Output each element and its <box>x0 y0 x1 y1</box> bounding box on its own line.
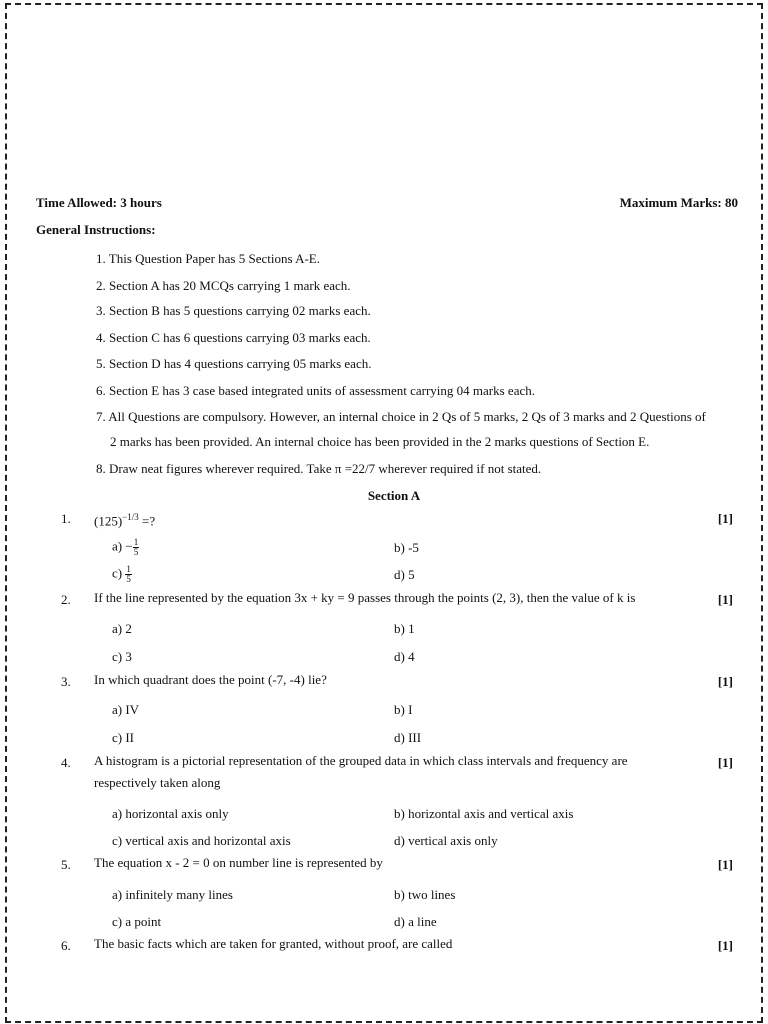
question-marks: [1] <box>717 511 733 526</box>
time-allowed: Time Allowed: 3 hours <box>36 195 162 210</box>
question-number: 4. <box>61 755 71 770</box>
option-b[interactable]: b) two lines <box>394 887 456 902</box>
question-text: The basic facts which are taken for granted, without proof, are called <box>94 936 453 951</box>
fraction-denominator: 5 <box>126 574 131 584</box>
question-text <box>94 506 694 532</box>
question-text-line-1: A histogram is a pictorial representation of the grouped data in which class intervals and frequency are <box>94 753 628 768</box>
general-instructions-title: General Instructions: <box>36 222 156 237</box>
option-c[interactable]: c) a point <box>112 914 162 929</box>
question-number: 6. <box>61 938 71 953</box>
instruction-4: 4. Section C has 6 questions carrying 03 marks each. <box>96 330 371 345</box>
question-number: 2. <box>61 592 71 607</box>
paper-header <box>36 195 738 211</box>
option-b[interactable]: b) 1 <box>394 621 415 636</box>
question-marks: [1] <box>717 755 733 770</box>
question-marks: [1] <box>717 857 733 872</box>
instruction-2: 2. Section A has 20 MCQs carrying 1 mark each. <box>96 278 351 293</box>
expression-tail: =? <box>138 513 156 529</box>
option-d[interactable]: d) III <box>394 730 422 745</box>
option-d[interactable]: d) 5 <box>394 567 415 582</box>
instruction-7: 7. All Questions are compulsory. However, an internal choice in 2 Qs of 5 marks, 2 Qs of 3 marks and 2 Questions of <box>96 409 706 424</box>
option-a[interactable]: a) 2 <box>112 621 132 636</box>
option-a[interactable]: a) IV <box>112 702 140 717</box>
fraction <box>125 565 132 584</box>
fraction-denominator: 5 <box>133 547 139 557</box>
fraction <box>133 538 140 557</box>
option-label: c) <box>112 565 126 581</box>
expression-exponent: −1/3 <box>122 512 139 522</box>
question-number: 5. <box>61 857 71 872</box>
option-d[interactable]: d) vertical axis only <box>394 833 498 848</box>
question-text: If the line represented by the equation 3x + ky = 9 passes through the points (2, 3), then the value of k is <box>94 590 636 605</box>
maximum-marks: Maximum Marks: 80 <box>619 195 738 210</box>
option-b[interactable]: b) -5 <box>394 540 419 555</box>
option-label: a) − <box>112 538 133 554</box>
instruction-3: 3. Section B has 5 questions carrying 02 marks each. <box>96 303 371 318</box>
section-title: Section A <box>367 488 421 503</box>
fraction-numerator: 1 <box>126 564 131 574</box>
instruction-7-continued: 2 marks has been provided. An internal choice has been provided in the 2 marks questions of Section E. <box>110 434 650 449</box>
option-a[interactable]: a) infinitely many lines <box>112 887 233 902</box>
option-d[interactable]: d) a line <box>394 914 437 929</box>
instruction-1: 1. This Question Paper has 5 Sections A-E. <box>96 251 320 266</box>
option-c[interactable] <box>112 565 132 584</box>
instruction-5: 5. Section D has 4 questions carrying 05 marks each. <box>96 356 372 371</box>
expression-base: (125) <box>94 513 123 529</box>
option-d[interactable]: d) 4 <box>394 649 415 664</box>
question-marks: [1] <box>717 938 733 953</box>
instruction-6: 6. Section E has 3 case based integrated units of assessment carrying 04 marks each. <box>96 383 535 398</box>
option-a[interactable] <box>112 538 139 557</box>
fraction-numerator: 1 <box>133 537 139 547</box>
question-text: The equation x - 2 = 0 on number line is represented by <box>94 855 383 870</box>
option-b[interactable]: b) I <box>394 702 413 717</box>
option-b[interactable]: b) horizontal axis and vertical axis <box>394 806 574 821</box>
question-text-line-2: respectively taken along <box>94 775 221 790</box>
question-marks: [1] <box>717 674 733 689</box>
option-c[interactable]: c) 3 <box>112 649 132 664</box>
question-text: In which quadrant does the point (-7, -4) lie? <box>94 672 327 687</box>
instruction-8: 8. Draw neat figures wherever required. Take π =22/7 wherever required if not stated. <box>96 461 542 476</box>
question-number: 3. <box>61 674 71 689</box>
question-number: 1. <box>61 511 71 526</box>
question-marks: [1] <box>717 592 733 607</box>
option-c[interactable]: c) vertical axis and horizontal axis <box>112 833 291 848</box>
option-c[interactable]: c) II <box>112 730 135 745</box>
option-a[interactable]: a) horizontal axis only <box>112 806 229 821</box>
